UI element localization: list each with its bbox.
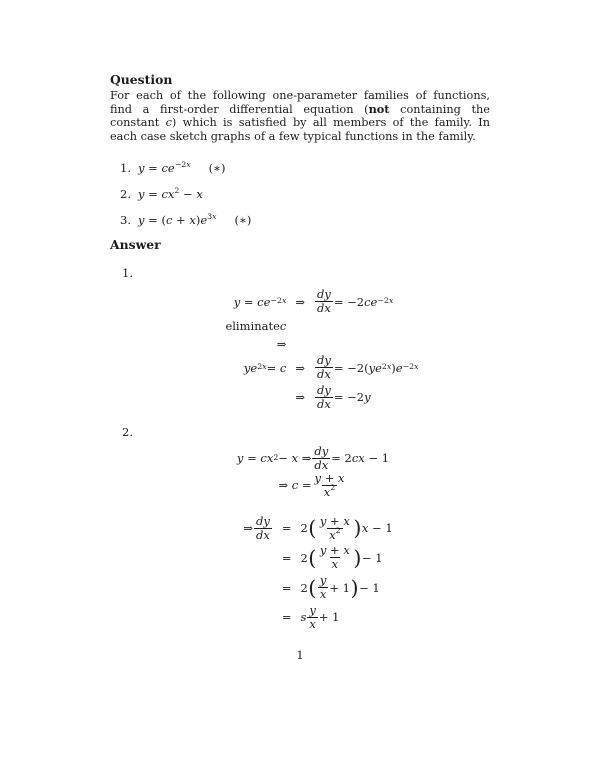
equation-cell-rhs xyxy=(314,336,419,351)
fraction: $\frac{y + x}{x^2}$ xyxy=(314,470,345,499)
equation-cell-rhs: 2 ( $\frac{y + x}{x}$ ) − 1 xyxy=(300,543,383,572)
derivation-block-1 xyxy=(154,288,490,410)
question-paragraph: For each of the following one-parameter families of functions, find a first-order differential equation (not containing the constant c) which is satisfied by all members of the family. In each case sketch graphs of a few typical functions in the family. xyxy=(110,89,490,143)
question-item-1 xyxy=(110,160,490,175)
equation-cell-lhs: eliminate c xyxy=(225,318,287,333)
item-number: 3. xyxy=(120,212,131,227)
equation-cell-rhs: 2 ( $\frac{y + x}{x^2}$ ) x − 1 xyxy=(300,513,393,542)
equation-cell-rhs xyxy=(314,318,419,333)
superscript: 2 xyxy=(330,483,336,493)
equation-cell-lhs: ⇒ $\frac{dy}{dx}$ xyxy=(243,513,270,542)
equation-cell-lhs xyxy=(243,610,273,625)
question-heading: Question xyxy=(110,72,173,87)
fraction: $\frac{dy}{dx}$ xyxy=(316,382,331,411)
equation-cell-lhs: ⇒ xyxy=(276,336,287,351)
equation-cell-mid: = xyxy=(281,580,292,595)
superscript: 3x xyxy=(207,211,217,221)
item-star-marker: (∗) xyxy=(208,160,226,175)
equation-cell-rhs: s $\frac{y}{x}$ + 1 xyxy=(300,602,340,631)
question-item-3 xyxy=(110,212,490,227)
equation-cell-lhs xyxy=(243,580,273,595)
item-number: 1. xyxy=(120,160,131,175)
answer-heading: Answer xyxy=(110,237,161,253)
derivation-block-2b xyxy=(146,515,490,631)
equation-cell-mid: ⇒ xyxy=(295,390,305,405)
fraction: $\frac{dy}{dx}$ xyxy=(314,443,329,472)
equation-row: ⇒ c = $\frac{y + x}{x^2}$ xyxy=(278,470,345,499)
item-formula: $y = cx^2 - x$ xyxy=(138,185,203,201)
question-item-2 xyxy=(110,186,490,201)
answer-item-2-number: 2. xyxy=(122,424,133,439)
equation-cell-lhs xyxy=(225,390,286,405)
fraction: $\frac{dy}{dx}$ xyxy=(316,287,331,316)
fraction: $\frac{y + x}{x}$ xyxy=(319,543,350,572)
question-list xyxy=(110,160,490,227)
equation-cell-rhs: $\frac{dy}{dx}$ = −2y xyxy=(316,382,371,411)
page-number: 1 xyxy=(296,647,304,662)
equation-cell-rhs: 2 ( $\frac{y}{x}$ + 1 ) − 1 xyxy=(300,573,380,601)
answer-item-1-number: 1. xyxy=(122,266,133,281)
equation-cell-mid: = xyxy=(281,550,292,565)
item-star-marker: (∗) xyxy=(234,212,252,227)
superscript: 2 xyxy=(335,526,341,536)
equation-cell-mid: ⇒ xyxy=(295,360,305,375)
equation-row: y = cx $^2$ − x ⇒ $\frac{dy}{dx}$ = 2cx − 1 xyxy=(236,443,390,472)
superscript: −2x xyxy=(174,159,191,169)
fraction: $\frac{dy}{dx}$ xyxy=(255,513,270,542)
item-formula: $y = (c + x)e^{3x}$ xyxy=(138,211,217,227)
equation-cell-mid xyxy=(295,336,305,351)
equation-cell-lhs: y = ce $^{-2x}$ xyxy=(233,294,287,309)
page-content xyxy=(110,73,490,662)
equation-cell-lhs: ye $^{2x}$ = c xyxy=(243,360,287,375)
superscript: 2 xyxy=(174,185,180,195)
item-number: 2. xyxy=(120,186,131,201)
item-formula: $y = ce^{-2x}$ xyxy=(138,159,191,175)
equation-cell-rhs: $\frac{dy}{dx}$ = −2ce $^{-2x}$ xyxy=(316,287,394,316)
fraction: $\frac{y}{x}$ xyxy=(319,573,327,601)
fraction: $\frac{y + x}{x^2}$ xyxy=(319,513,350,542)
equation-cell-mid: ⇒ xyxy=(295,294,305,309)
equation-cell-mid: = xyxy=(281,610,292,625)
fraction: $\frac{dy}{dx}$ xyxy=(316,353,331,381)
fraction: $\frac{y}{x}$ xyxy=(309,602,316,631)
equation-cell-mid: = xyxy=(281,521,292,535)
derivation-block-2a xyxy=(136,445,490,499)
equation-cell-lhs xyxy=(243,550,273,565)
equation-cell-mid xyxy=(295,318,305,333)
equation-cell-rhs: $\frac{dy}{dx}$ = −2(ye $^{2x}$ )e $^{-2x}$ xyxy=(316,353,419,381)
